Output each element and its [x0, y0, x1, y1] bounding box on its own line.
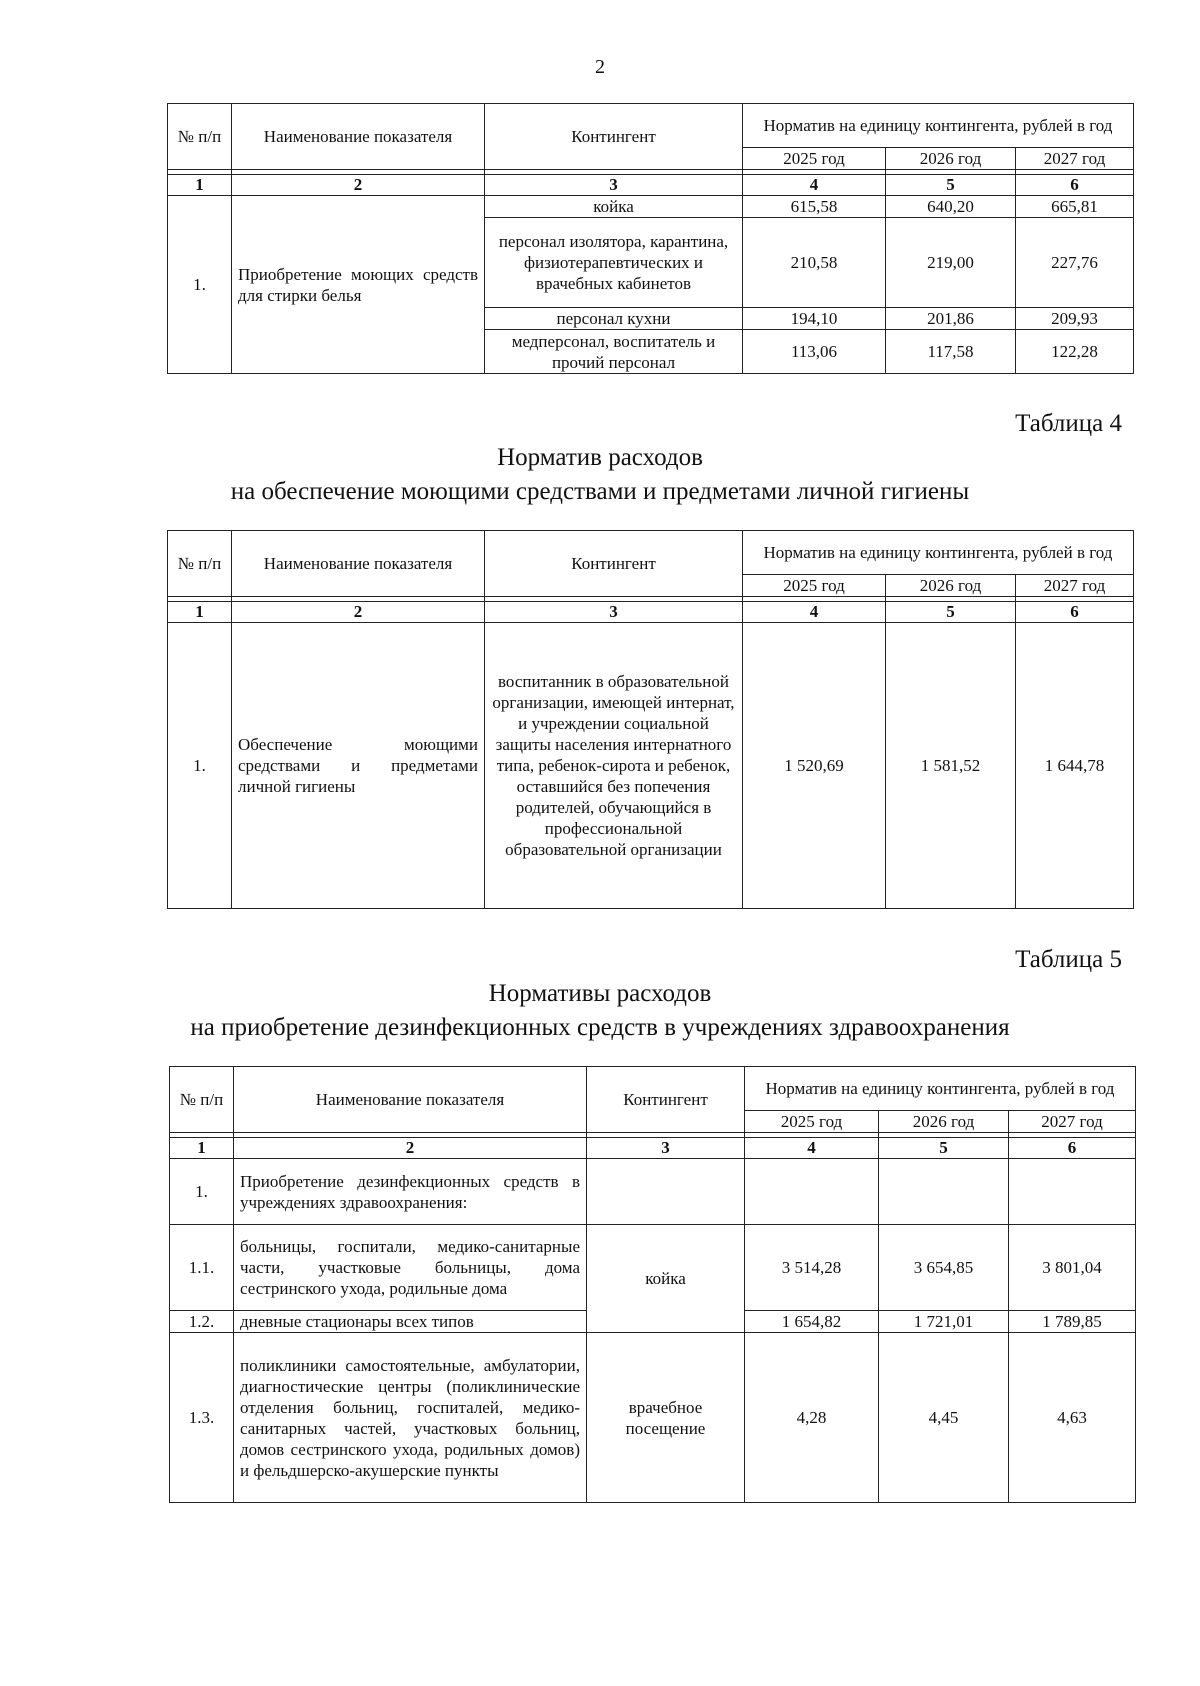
- header-contingent: Контингент: [485, 531, 743, 597]
- value-2026: [879, 1159, 1009, 1225]
- table-disinfectants: [169, 1066, 1136, 1503]
- row-contingent: персонал изолятора, карантина, физиотерапевтических и врачебных кабинетов: [485, 218, 743, 308]
- row-num: 1.2.: [170, 1311, 234, 1333]
- value-2027: 227,76: [1016, 218, 1134, 308]
- value-2025: 1 654,82: [745, 1311, 879, 1333]
- col-number: 4: [743, 175, 886, 196]
- header-year-2027: 2027 год: [1016, 575, 1134, 597]
- col-number: 1: [170, 1138, 234, 1159]
- table5-subtitle: на приобретение дезинфекционных средств в учреждениях здравоохранения: [190, 1014, 1010, 1041]
- row-contingent: медперсонал, воспитатель и прочий персонал: [485, 330, 743, 374]
- header-year-2025: 2025 год: [743, 575, 886, 597]
- table-row: [170, 1333, 1136, 1503]
- value-2026: 1 581,52: [886, 623, 1016, 909]
- row-num: 1.: [170, 1159, 234, 1225]
- header-num: № п/п: [170, 1067, 234, 1133]
- value-2026: 117,58: [886, 330, 1016, 374]
- header-contingent: Контингент: [485, 104, 743, 170]
- value-2026: 3 654,85: [879, 1225, 1009, 1311]
- value-2025: 113,06: [743, 330, 886, 374]
- value-2026: 201,86: [886, 308, 1016, 330]
- value-2026: 219,00: [886, 218, 1016, 308]
- table4-subtitle: на обеспечение моющими средствами и предметами личной гигиены: [230, 478, 970, 505]
- header-name: Наименование показателя: [232, 531, 485, 597]
- header-year-2027: 2027 год: [1009, 1111, 1136, 1133]
- row-contingent: персонал кухни: [485, 308, 743, 330]
- row-num: 1.: [168, 196, 232, 374]
- col-number: 1: [168, 175, 232, 196]
- value-2027: 4,63: [1009, 1333, 1136, 1503]
- col-number: 3: [587, 1138, 745, 1159]
- header-year-2027: 2027 год: [1016, 148, 1134, 170]
- row-name: больницы, госпитали, медико-санитарные части, участковые больницы, дома сестринского ухода, родильные дома: [234, 1225, 587, 1311]
- value-2025: 615,58: [743, 196, 886, 218]
- header-year-2026: 2026 год: [886, 575, 1016, 597]
- table5-caption: Таблица 5: [1015, 946, 1122, 973]
- header-year-2026: 2026 год: [886, 148, 1016, 170]
- value-2025: 1 520,69: [743, 623, 886, 909]
- col-number: 4: [745, 1138, 879, 1159]
- col-number: 3: [485, 175, 743, 196]
- value-2027: 3 801,04: [1009, 1225, 1136, 1311]
- col-number: 5: [879, 1138, 1009, 1159]
- col-number: 2: [232, 602, 485, 623]
- col-number: 1: [168, 602, 232, 623]
- header-num: № п/п: [168, 104, 232, 170]
- value-2025: [745, 1159, 879, 1225]
- value-2027: [1009, 1159, 1136, 1225]
- table-row: [170, 1225, 1136, 1311]
- header-name: Наименование показателя: [234, 1067, 587, 1133]
- col-number: 6: [1016, 175, 1134, 196]
- page-number: 2: [595, 56, 605, 78]
- row-num: 1.3.: [170, 1333, 234, 1503]
- col-number: 5: [886, 602, 1016, 623]
- row-name: поликлиники самостоятельные, амбулатории, диагностические центры (поликлинические отделения больниц, госпиталей, медико-санитарных частей, участковых больниц, домов сестринского ухода, родильных домов) и фельдшерско-акушерские пункты: [234, 1333, 587, 1503]
- value-2025: 4,28: [745, 1333, 879, 1503]
- col-number: 6: [1009, 1138, 1136, 1159]
- value-2027: 209,93: [1016, 308, 1134, 330]
- table-detergents-laundry: [167, 103, 1134, 374]
- row-contingent: врачебное посещение: [587, 1333, 745, 1503]
- value-2026: 1 721,01: [879, 1311, 1009, 1333]
- header-num: № п/п: [168, 531, 232, 597]
- col-number: 2: [234, 1138, 587, 1159]
- value-2027: 1 644,78: [1016, 623, 1134, 909]
- col-number: 4: [743, 602, 886, 623]
- header-name: Наименование показателя: [232, 104, 485, 170]
- header-year-2026: 2026 год: [879, 1111, 1009, 1133]
- row-contingent: койка: [485, 196, 743, 218]
- value-2025: 210,58: [743, 218, 886, 308]
- header-year-2025: 2025 год: [745, 1111, 879, 1133]
- row-contingent: воспитанник в образовательной организации, имеющей интернат, и учреждении социальной защиты населения интернатного типа, ребенок-сирота и ребенок, оставшийся без попечения родителей, обучающийся в профессиональной образовательной организации: [485, 623, 743, 909]
- table4-title: Норматив расходов: [497, 444, 703, 471]
- row-num: 1.1.: [170, 1225, 234, 1311]
- value-2027: 665,81: [1016, 196, 1134, 218]
- row-contingent: [587, 1159, 745, 1225]
- row-contingent: койка: [587, 1225, 745, 1333]
- row-name: Обеспечение моющими средствами и предметами личной гигиены: [232, 623, 485, 909]
- header-year-2025: 2025 год: [743, 148, 886, 170]
- value-2026: 4,45: [879, 1333, 1009, 1503]
- col-number: 5: [886, 175, 1016, 196]
- col-number: 6: [1016, 602, 1134, 623]
- col-number: 2: [232, 175, 485, 196]
- table-row: [168, 196, 1134, 218]
- value-2025: 194,10: [743, 308, 886, 330]
- row-name: дневные стационары всех типов: [234, 1311, 587, 1333]
- table-hygiene: [167, 530, 1134, 909]
- value-2025: 3 514,28: [745, 1225, 879, 1311]
- row-name: Приобретение дезинфекционных средств в учреждениях здравоохранения:: [234, 1159, 587, 1225]
- row-num: 1.: [168, 623, 232, 909]
- table4-caption: Таблица 4: [1015, 410, 1122, 437]
- header-contingent: Контингент: [587, 1067, 745, 1133]
- table-row: [170, 1159, 1136, 1225]
- col-number: 3: [485, 602, 743, 623]
- header-norm: Норматив на единицу контингента, рублей в год: [743, 104, 1134, 148]
- table-row: [168, 623, 1134, 909]
- value-2026: 640,20: [886, 196, 1016, 218]
- row-name: Приобретение моющих средств для стирки белья: [232, 196, 485, 374]
- table5-title: Нормативы расходов: [488, 980, 712, 1007]
- header-norm: Норматив на единицу контингента, рублей в год: [745, 1067, 1136, 1111]
- header-norm: Норматив на единицу контингента, рублей в год: [743, 531, 1134, 575]
- value-2027: 1 789,85: [1009, 1311, 1136, 1333]
- value-2027: 122,28: [1016, 330, 1134, 374]
